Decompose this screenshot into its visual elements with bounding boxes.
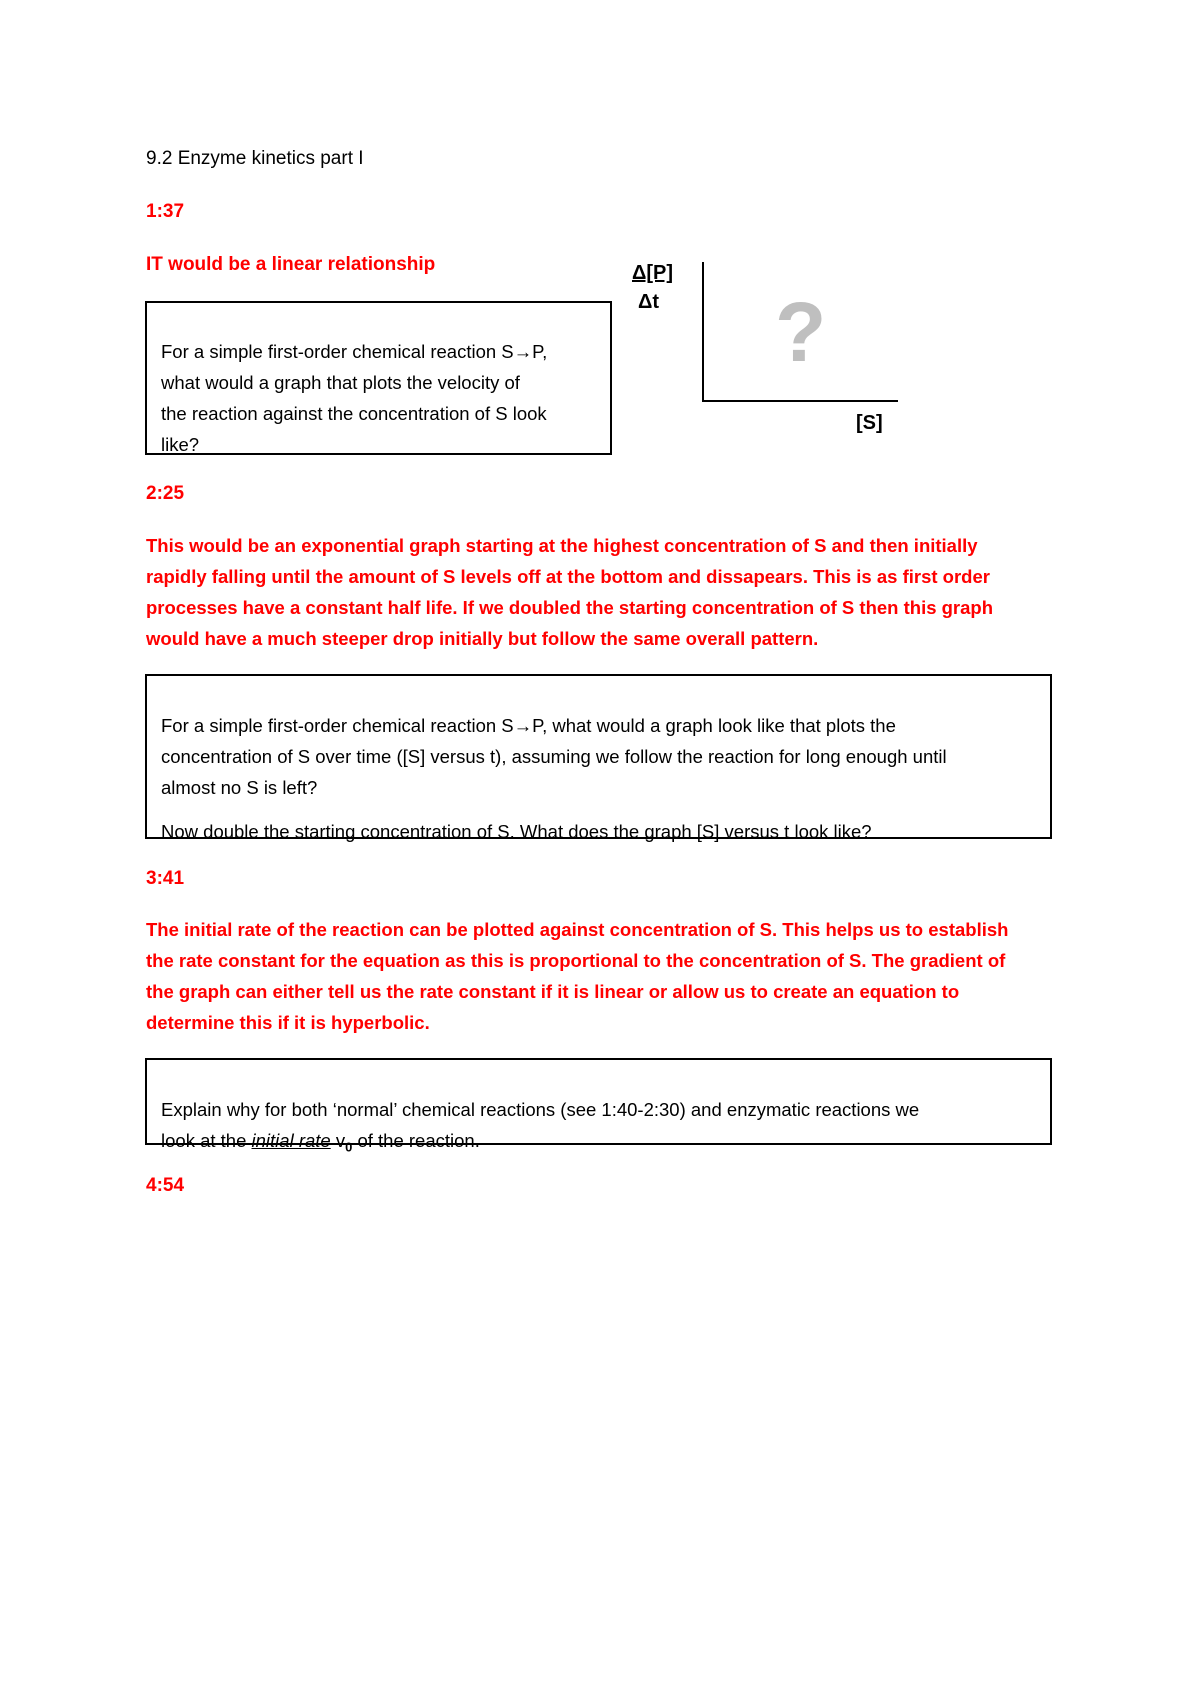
question-box-3 — [145, 1058, 1052, 1155]
answer-2-line-3: processes have a constant half life. If we doubled the starting concentration of S then this graph — [146, 597, 994, 618]
x-axis-line — [702, 400, 898, 402]
velocity-graph — [630, 256, 905, 446]
question-1-line-2: what would a graph that plots the velocity of — [161, 372, 520, 393]
x-axis-label: [S] — [856, 412, 883, 434]
answer-3-line-1: The initial rate of the reaction can be plotted against concentration of S. This helps us to establish — [146, 919, 1009, 940]
answer-3-line-3: the graph can either tell us the rate constant if it is linear or allow us to create an equation to — [146, 981, 960, 1002]
question-2-line-4: Now double the starting concentration of S. What does the graph [S] versus t look like? — [161, 821, 872, 842]
timestamp-1-37: 1:37 — [146, 201, 185, 222]
question-box-1 — [145, 301, 612, 455]
unknown-curve-placeholder: ? — [775, 285, 827, 379]
question-box-2 — [145, 674, 1052, 842]
question-1-line-1: For a simple first-order chemical reaction S→P, — [161, 341, 548, 362]
answer-2-line-4: would have a much steeper drop initially but follow the same overall pattern. — [146, 628, 819, 649]
y-axis-label-denominator: Δt — [638, 291, 660, 313]
velocity-subscript: 0 — [345, 1139, 353, 1155]
page-title: 9.2 Enzyme kinetics part I — [146, 148, 364, 169]
question-3-text-a: look at the — [161, 1130, 252, 1151]
y-axis-line — [702, 262, 704, 402]
answer-1: IT would be a linear relationship — [146, 254, 436, 275]
y-axis-label-numerator: Δ[P] — [632, 262, 674, 284]
answer-2-line-1: This would be an exponential graph starting at the highest concentration of S and then initially — [146, 535, 978, 556]
timestamp-4-54: 4:54 — [146, 1175, 185, 1196]
answer-3-line-4: determine this if it is hyperbolic. — [146, 1012, 430, 1033]
question-2-line-2: concentration of S over time ([S] versus t), assuming we follow the reaction for long enough until — [161, 746, 947, 767]
answer-3-line-2: the rate constant for the equation as this is proportional to the concentration of S. The gradient of — [146, 950, 1006, 971]
question-3-line-1: Explain why for both ‘normal’ chemical reactions (see 1:40-2:30) and enzymatic reactions we — [161, 1099, 920, 1120]
question-2-line-1: For a simple first-order chemical reaction S→P, what would a graph look like that plots the — [161, 715, 896, 736]
question-1-line-3: the reaction against the concentration of S look — [161, 403, 547, 424]
question-3-text-b: of the reaction. — [352, 1130, 480, 1151]
question-2-line-3: almost no S is left? — [161, 777, 318, 798]
answer-2-line-2: rapidly falling until the amount of S levels off at the bottom and dissapears. This is as first order — [146, 566, 990, 587]
question-1-line-4: like? — [161, 434, 200, 455]
question-3-line-2 — [161, 1125, 480, 1163]
initial-rate-emphasis: initial rate — [251, 1130, 331, 1151]
timestamp-2-25: 2:25 — [146, 483, 185, 504]
timestamp-3-41: 3:41 — [146, 868, 185, 889]
velocity-symbol: v — [330, 1130, 346, 1151]
